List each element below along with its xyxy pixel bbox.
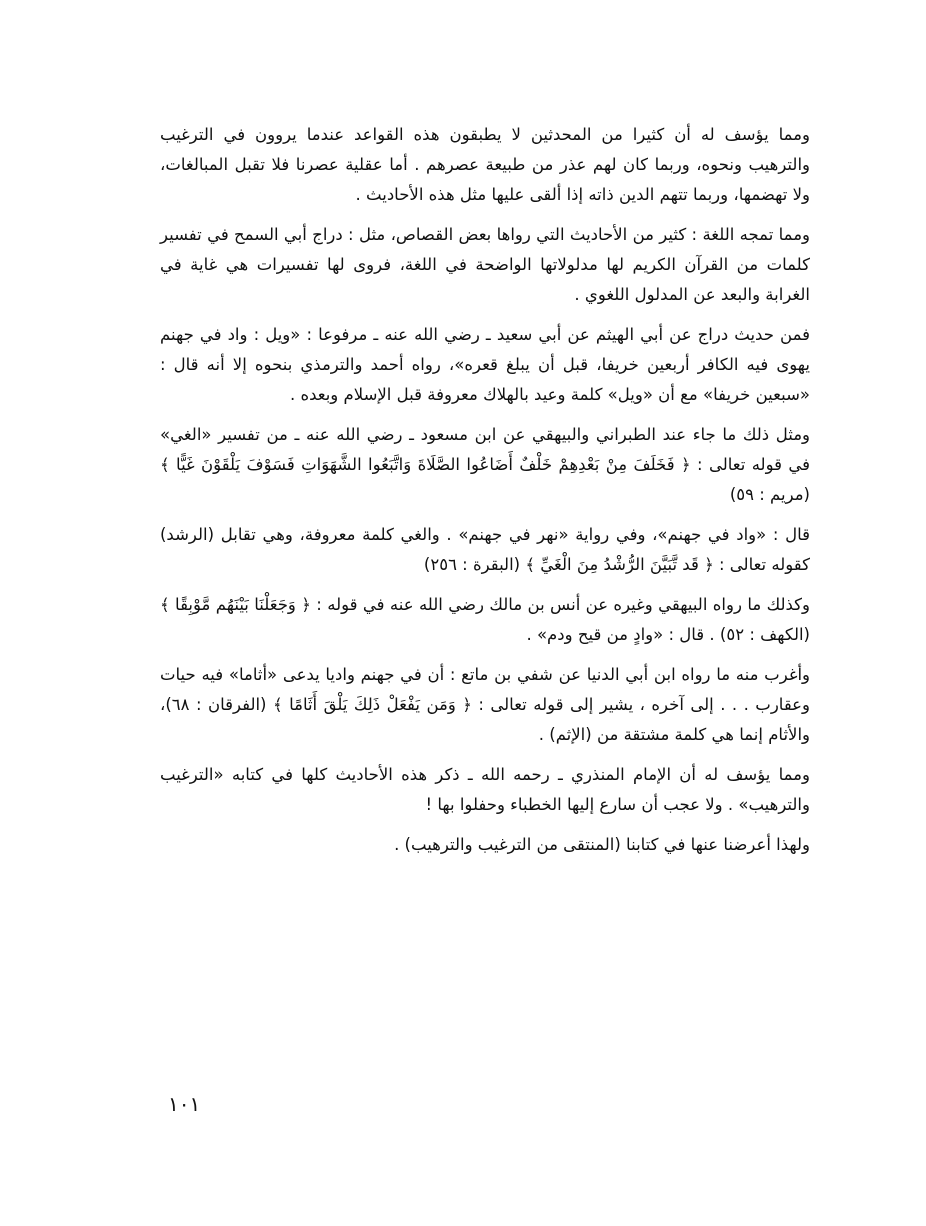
paragraph-4: ومثل ذلك ما جاء عند الطبراني والبيهقي عن ابن مسعود ـ رضي الله عنه ـ من تفسير «الغي» في قوله تعالى : ﴿ فَخَلَفَ مِنْ بَعْدِهِمْ خَلْفٌ أَضَاعُوا الصَّلَاةَ وَاتَّبَعُوا الشَّهَوَاتِ فَسَوْفَ يَلْقَوْنَ غَيًّا ﴾ (مريم : ٥٩) xyxy=(160,425,810,504)
page-body xyxy=(160,120,810,870)
paragraph-8: ومما يؤسف له أن الإمام المنذري ـ رحمه الله ـ ذكر هذه الأحاديث كلها في كتابه «الترغيب والترهيب» . ولا عجب أن سارع إليها الخطباء وحفلوا بها ! xyxy=(160,765,810,814)
paragraph-7: وأغرب منه ما رواه ابن أبي الدنيا عن شفي بن ماتع : أن في جهنم واديا يدعى «أثاما» فيه حيات وعقارب . . . إلى آخره ، يشير إلى قوله تعالى : ﴿ وَمَن يَفْعَلْ ذَلِكَ يَلْقَ أَثَامًا ﴾ (الفرقان : ٦٨)، والأثام إنما هي كلمة مشتقة من (الإثم) . xyxy=(160,665,810,744)
paragraph-5: قال : «واد في جهنم»، وفي رواية «نهر في جهنم» . والغي كلمة معروفة، وهي تقابل (الرشد) كقوله تعالى : ﴿ قَد تَّبَيَّنَ الرُّشْدُ مِنَ الْغَيِّ ﴾ (البقرة : ٢٥٦) xyxy=(160,525,810,574)
paragraph-2: ومما تمجه اللغة : كثير من الأحاديث التي رواها بعض القصاص، مثل : دراج أبي السمح في تفسير كلمات من القرآن الكريم لها مدلولاتها الواضحة في اللغة، فروى لها تفسيرات هي غاية في الغرابة والبعد عن المدلول اللغوي . xyxy=(160,225,810,304)
paragraph-9: ولهذا أعرضنا عنها في كتابنا (المنتقى من الترغيب والترهيب) . xyxy=(394,835,810,854)
paragraph-3: فمن حديث دراج عن أبي الهيثم عن أبي سعيد ـ رضي الله عنه ـ مرفوعا : «ويل : واد في جهنم يهوى فيه الكافر أربعين خريفا، قبل أن يبلغ قعره»، رواه أحمد والترمذي بنحوه إلا أنه قال : «سبعين خريفا» مع أن «ويل» كلمة وعيد بالهلاك معروفة قبل الإسلام وبعده . xyxy=(160,325,810,404)
page-number: ١٠١ xyxy=(168,1092,201,1116)
paragraph-6: وكذلك ما رواه البيهقي وغيره عن أنس بن مالك رضي الله عنه في قوله : ﴿ وَجَعَلْنَا بَيْنَهُم مَّوْبِقًا ﴾ (الكهف : ٥٢) . قال : «وادٍ من قيح ودم» . xyxy=(160,595,810,644)
paragraph-1: ومما يؤسف له أن كثيرا من المحدثين لا يطبقون هذه القواعد عندما يروون في الترغيب والترهيب ونحوه، وربما كان لهم عذر من طبيعة عصرهم . أما عقلية عصرنا فلا تقبل المبالغات، ولا تهضمها، وربما تتهم الدين ذاته إذا ألقى عليها مثل هذه الأحاديث . xyxy=(160,125,810,204)
